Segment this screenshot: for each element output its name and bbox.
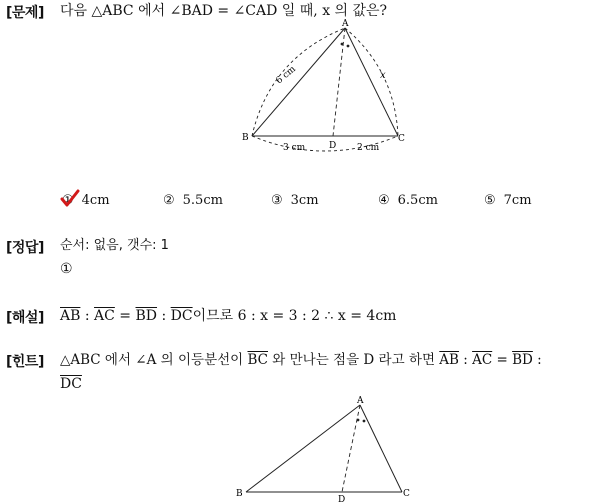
angle-mark — [357, 419, 360, 422]
side-ab — [246, 405, 360, 492]
choice-1-text: 4cm — [81, 193, 110, 208]
point-c: C — [398, 134, 405, 144]
point-d: D — [338, 495, 346, 503]
problem-question: 다음 △ABC 에서 ∠BAD = ∠CAD 일 때, x 의 값은? — [60, 3, 388, 19]
hint-text: △ABC 에서 ∠A 의 이등분선이 $\overline{BC}$ 와 만나는 점을 D 라고 하면 $\overline{AB}$ : $\overline{AC} = \overline{BD}$ : — [60, 352, 542, 368]
explanation-rest: 이므로 6 : x = 3 : 2 ∴ x = 4cm — [192, 308, 397, 324]
segment-ac: $\overline{AC}$ — [94, 308, 115, 324]
label-ab: 6 cm — [274, 64, 298, 87]
segment-bd: $\overline{BD}$ — [512, 352, 533, 368]
answer-label: [정답] — [6, 240, 44, 256]
choice-3-text: 3cm — [290, 193, 319, 208]
segment-ab: $\overline{AB}$ — [439, 352, 459, 368]
label-ac: x — [380, 70, 386, 81]
hint-part-1: △ABC 에서 ∠A 의 이등분선이 — [60, 352, 248, 368]
problem-label: [문제] — [6, 5, 44, 21]
choice-4-text: 6.5cm — [397, 193, 438, 208]
hint-part-2: 와 만나는 점을 D 라고 하면 — [268, 352, 440, 368]
choice-2-text: 5.5cm — [182, 193, 223, 208]
explanation-label: [해설] — [6, 310, 44, 326]
point-a: A — [357, 396, 364, 406]
point-b: B — [242, 133, 249, 143]
label-bd: 3 cm — [283, 143, 306, 153]
choice-5-text: 7cm — [503, 193, 532, 208]
answer-line-2: ① — [60, 261, 73, 277]
explanation-text: $\overline{AB}$ : $\overline{AC} = \overline{BD}$ : $\overline{DC}$이므로 6 : x = 3 : 2 ∴ x = 4cm — [60, 308, 397, 324]
point-a: A — [342, 19, 349, 29]
segment-ab: $\overline{AB}$ — [60, 308, 81, 324]
segment-bc: $\overline{BC}$ — [247, 352, 268, 368]
answer-line-1: 순서: 없음, 갯수: 1 — [60, 238, 169, 253]
segment-ac: $\overline{AC}$ — [472, 352, 493, 368]
segment-dc: $\overline{DC}$ — [170, 308, 193, 324]
point-d: D — [329, 141, 337, 151]
choice-4-number: ④ — [378, 193, 390, 208]
choice-1-number: ① — [62, 193, 74, 208]
hint-label: [힌트] — [6, 354, 44, 370]
bisector-ad — [342, 405, 360, 492]
segment-dc: $\overline{DC}$ — [60, 376, 82, 392]
segment-bd: $\overline{BD}$ — [135, 308, 158, 324]
choice-3-number: ③ — [271, 193, 283, 208]
angle-mark — [363, 420, 366, 423]
point-c: C — [403, 489, 410, 499]
choice-2-number: ② — [163, 193, 175, 208]
choice-5-number: ⑤ — [484, 193, 496, 208]
point-b: B — [236, 489, 243, 499]
label-dc: 2 cm — [357, 143, 380, 153]
side-ac — [360, 405, 402, 492]
